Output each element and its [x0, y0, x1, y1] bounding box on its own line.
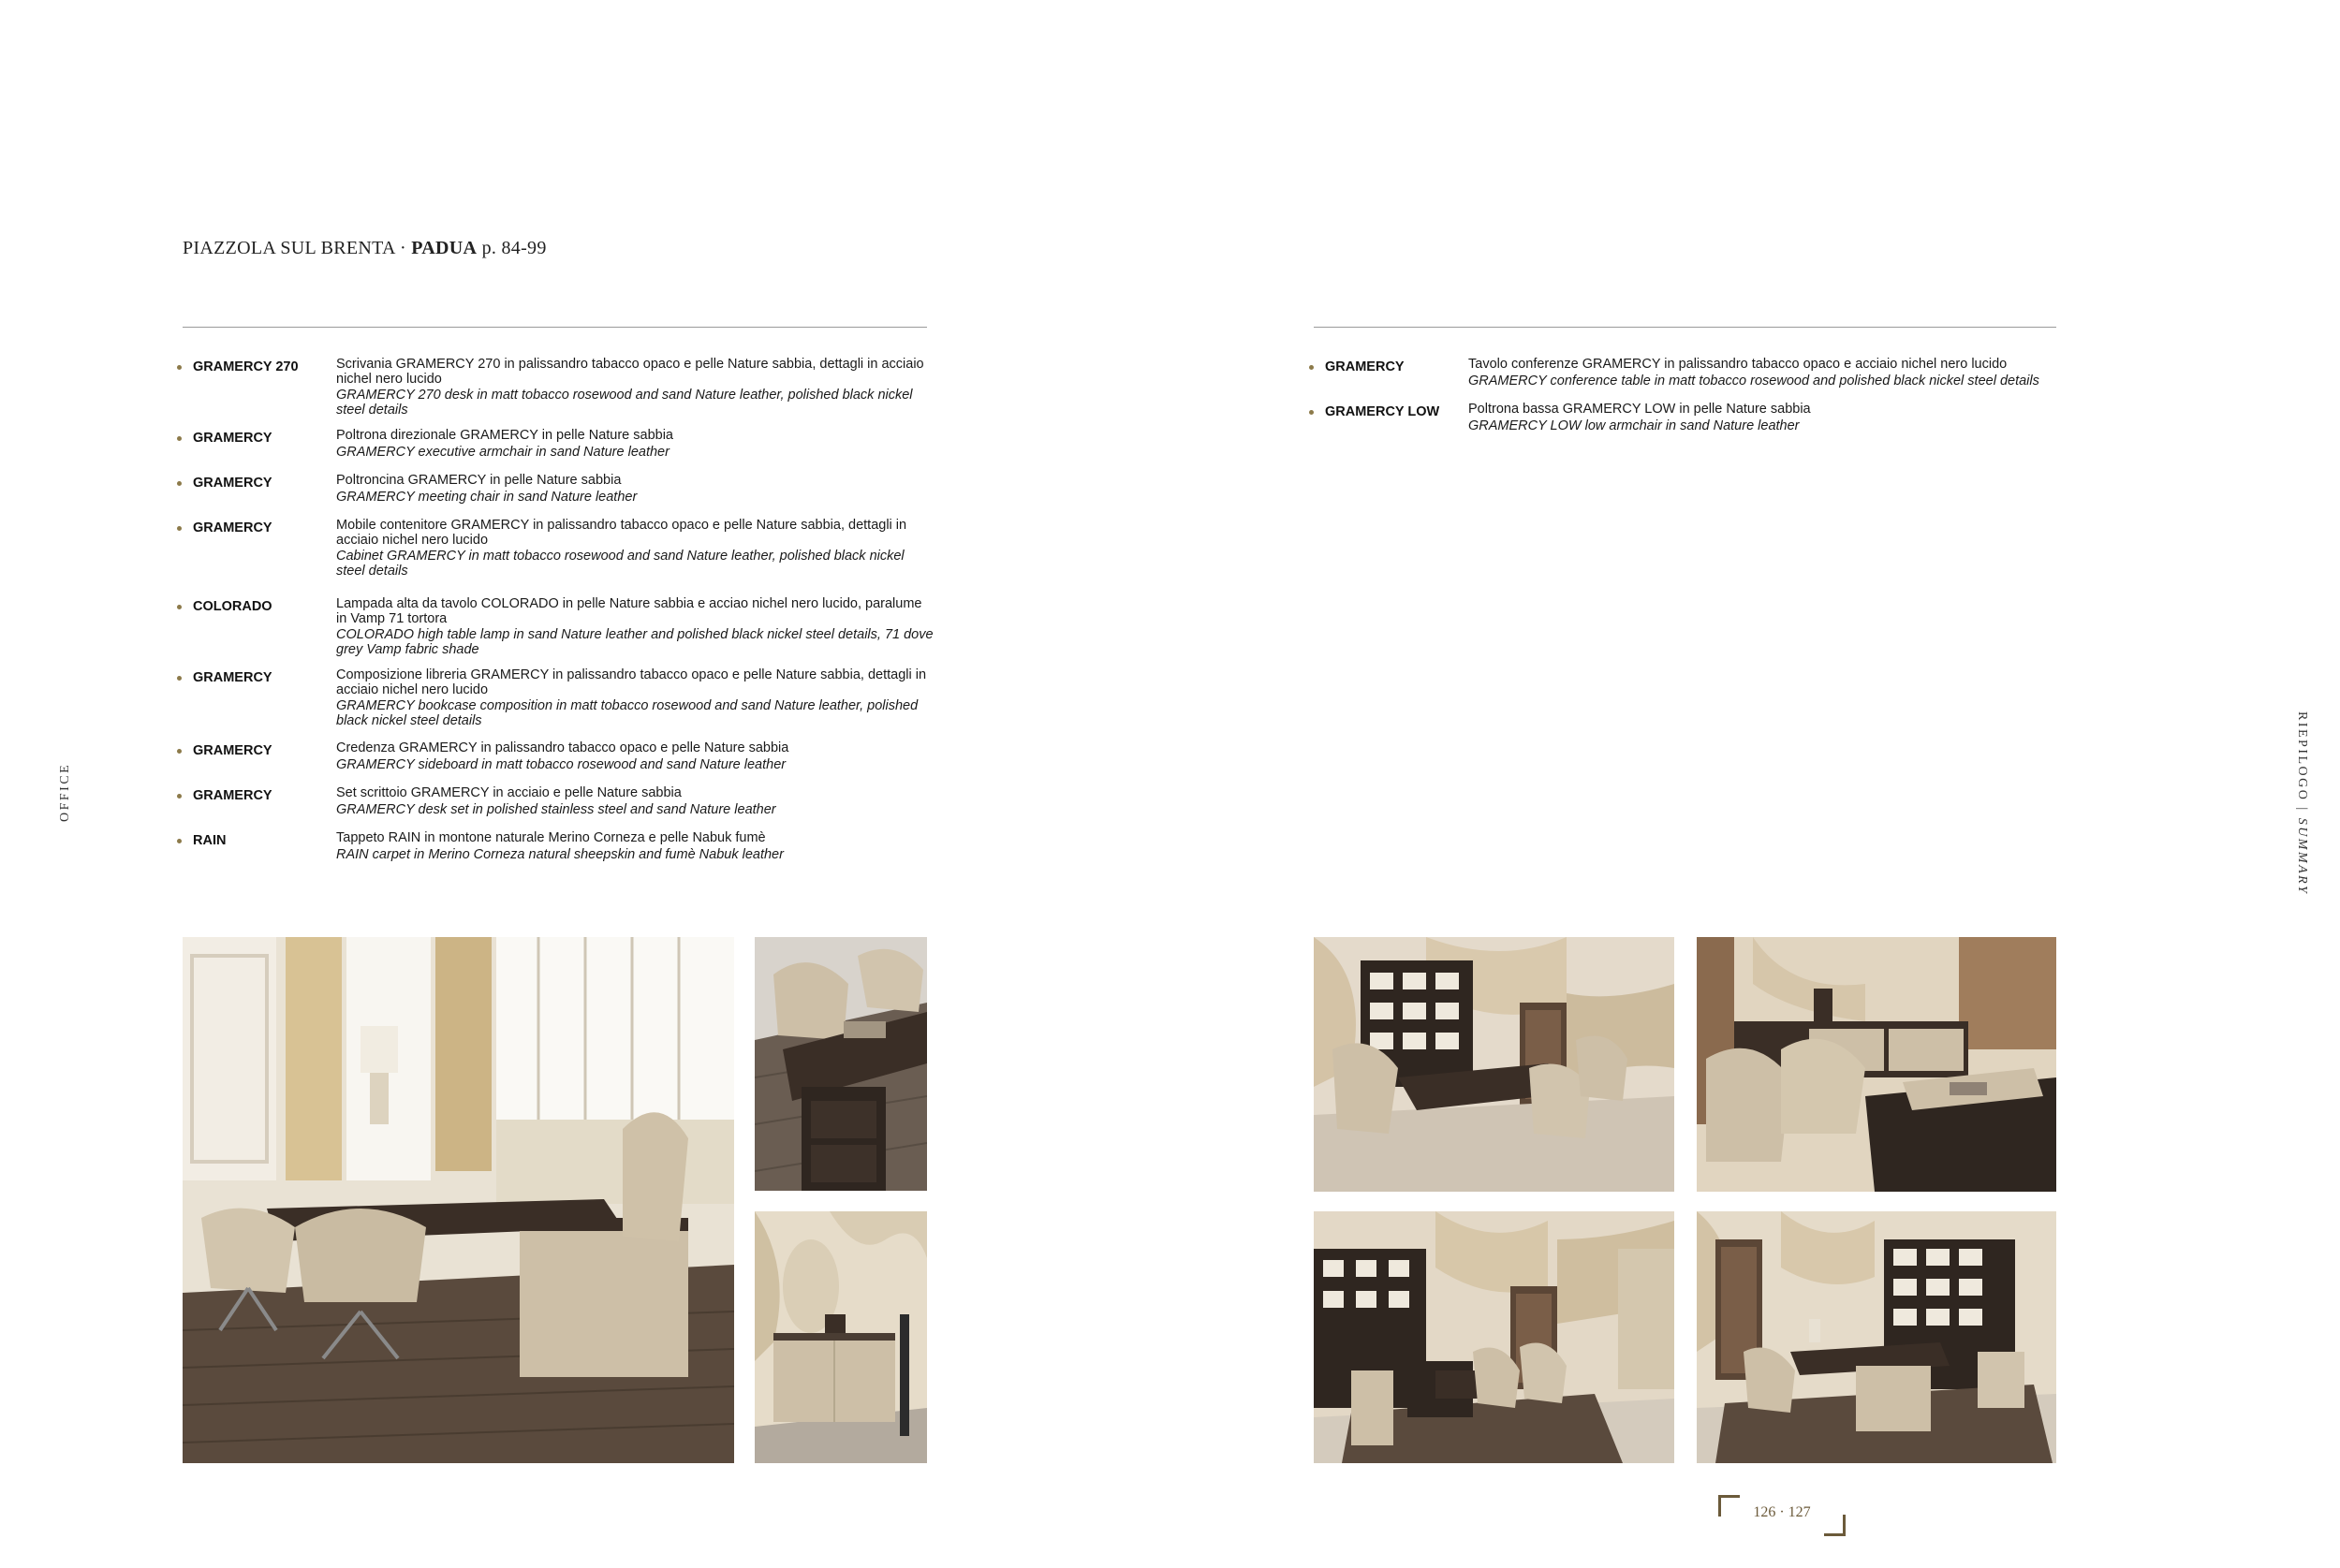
side-label-summary — [2294, 711, 2309, 895]
product-description — [336, 429, 935, 460]
side-label-english: SUMMARY — [2295, 817, 2309, 896]
description-english: GRAMERCY executive armchair in sand Nature leather — [336, 444, 670, 460]
list-item — [177, 668, 945, 741]
product-name: GRAMERCY — [193, 670, 272, 685]
bullet-icon — [177, 526, 182, 531]
side-label-italian: RIEPILOGO | — [2295, 711, 2309, 818]
description-italian: Tavolo conferenze GRAMERCY in palissandro tabacco opaco e acciaio nichel nero lucido — [1468, 357, 2008, 372]
description-italian: Credenza GRAMERCY in palissandro tabacco opaco e pelle Nature sabbia — [336, 740, 789, 755]
bullet-icon — [177, 794, 182, 799]
product-description — [336, 668, 935, 728]
product-name: GRAMERCY — [193, 788, 272, 803]
description-english: GRAMERCY conference table in matt tobacco rosewood and polished black nickel steel details — [1468, 373, 2039, 388]
bullet-icon — [177, 436, 182, 441]
list-item — [177, 429, 945, 474]
bullet-icon — [177, 365, 182, 370]
description-english: Cabinet GRAMERCY in matt tobacco rosewood and sand Nature leather, polished black nickel steel details — [336, 549, 905, 579]
product-description — [336, 786, 935, 817]
product-description — [336, 519, 935, 579]
description-italian: Set scrittoio GRAMERCY in acciaio e pelle Nature sabbia — [336, 785, 682, 800]
product-description — [336, 831, 935, 862]
divider-right — [1314, 327, 2056, 328]
description-english: GRAMERCY meeting chair in sand Nature leather — [336, 489, 638, 505]
product-name: GRAMERCY — [193, 431, 272, 446]
bullet-icon — [177, 749, 182, 754]
description-italian: Poltrona direzionale GRAMERCY in pelle Nature sabbia — [336, 428, 674, 443]
list-item — [177, 597, 945, 668]
product-description — [336, 474, 935, 505]
list-item — [177, 519, 945, 597]
bullet-icon — [177, 839, 182, 843]
product-description — [336, 358, 935, 418]
list-item — [177, 474, 945, 519]
list-item — [177, 831, 945, 869]
product-name: GRAMERCY 270 — [193, 359, 299, 374]
description-italian: Composizione libreria GRAMERCY in palissandro tabacco opaco e pelle Nature sabbia, dettagli in acciaio nichel nero lucido — [336, 667, 927, 697]
product-description — [336, 597, 935, 657]
product-description — [1468, 358, 2068, 388]
list-item — [177, 358, 945, 429]
description-italian: Tappeto RAIN in montone naturale Merino Corneza e pelle Nabuk fumè — [336, 830, 766, 845]
description-italian: Poltrona bassa GRAMERCY LOW in pelle Nature sabbia — [1468, 402, 1811, 417]
corner-bracket-icon — [1824, 1515, 1846, 1536]
description-english: COLORADO high table lamp in sand Nature leather and polished black nickel steel details, 71 dove grey Vamp fabric shade — [336, 627, 934, 657]
page-reference: p. 84-99 — [477, 238, 547, 258]
list-item — [1309, 403, 2077, 440]
description-english: GRAMERCY desk set in polished stainless steel and sand Nature leather — [336, 801, 776, 817]
description-english: GRAMERCY 270 desk in matt tobacco rosewood and sand Nature leather, polished black nickel steel details — [336, 388, 913, 418]
side-label-office: OFFICE — [58, 762, 72, 822]
product-list-left — [177, 358, 945, 869]
section-title — [183, 238, 547, 259]
description-italian: Poltroncina GRAMERCY in pelle Nature sabbia — [336, 473, 622, 488]
page-number: 126 · 127 — [1753, 1504, 1811, 1520]
product-name: GRAMERCY — [1325, 359, 1405, 374]
description-english: GRAMERCY LOW low armchair in sand Nature leather — [1468, 418, 1800, 433]
bullet-icon — [177, 676, 182, 681]
product-name: COLORADO — [193, 599, 272, 614]
product-name: GRAMERCY — [193, 743, 272, 758]
location-text: PIAZZOLA SUL BRENTA · — [183, 238, 412, 258]
product-name: GRAMERCY LOW — [1325, 404, 1440, 419]
bullet-icon — [177, 481, 182, 486]
list-item — [177, 786, 945, 831]
page-number-box — [1718, 1495, 1846, 1536]
photo-desk-detail — [755, 937, 927, 1191]
photo-sideboard — [755, 1211, 927, 1463]
divider-left — [183, 327, 927, 328]
product-description — [1468, 403, 2068, 433]
description-english: RAIN carpet in Merino Corneza natural sheepskin and fumè Nabuk leather — [336, 846, 784, 862]
photo-office-desk — [183, 937, 734, 1463]
bullet-icon — [1309, 365, 1314, 370]
photo-conference-room — [1314, 937, 1674, 1192]
list-item — [177, 741, 945, 786]
description-english: GRAMERCY sideboard in matt tobacco rosewood and sand Nature leather — [336, 756, 787, 772]
product-name: GRAMERCY — [193, 520, 272, 535]
bullet-icon — [177, 605, 182, 609]
bullet-icon — [1309, 410, 1314, 415]
photo-office-room — [1697, 1211, 2056, 1463]
city-text: PADUA — [411, 238, 478, 258]
description-italian: Scrivania GRAMERCY 270 in palissandro tabacco opaco e pelle Nature sabbia, dettagli in acciaio nichel nero lucido — [336, 357, 924, 387]
product-name: GRAMERCY — [193, 476, 272, 491]
product-list-right — [1309, 358, 2077, 440]
product-name: RAIN — [193, 833, 227, 848]
description-italian: Lampada alta da tavolo COLORADO in pelle Nature sabbia e acciao nichel nero lucido, paralume in Vamp 71 tortora — [336, 596, 922, 626]
product-description — [336, 741, 935, 772]
description-italian: Mobile contenitore GRAMERCY in palissandro tabacco opaco e pelle Nature sabbia, dettagli in acciaio nichel nero lucido — [336, 518, 907, 548]
photo-bookcase-room — [1314, 1211, 1674, 1463]
list-item — [1309, 358, 2077, 403]
photo-low-armchairs — [1697, 937, 2056, 1192]
description-english: GRAMERCY bookcase composition in matt tobacco rosewood and sand Nature leather, polished black nickel steel details — [336, 698, 919, 728]
